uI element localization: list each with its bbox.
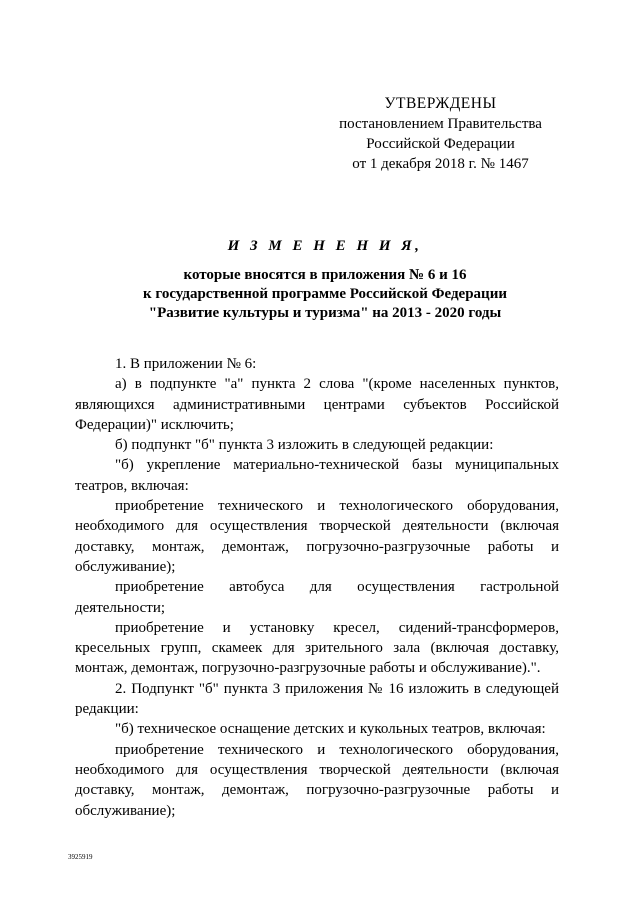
- approval-line-1: постановлением Правительства: [339, 116, 542, 132]
- paragraph-6: приобретение автобуса для осуществления гастрольной деятельности;: [75, 579, 559, 616]
- paragraph-9: "б) техническое оснащение детских и кукольных театров, включая:: [115, 721, 546, 738]
- paragraph-2: а) в подпункте "а" пункта 2 слова "(кроме населенных пунктов, являющихся административными центрами субъектов Российской Федерации)" исключить;: [75, 376, 559, 433]
- document-body: [75, 354, 559, 821]
- approval-stamp: [318, 94, 563, 174]
- paragraph-10: приобретение технического и технологического оборудования, необходимого для осуществления творческой деятельности (включая доставку, монтаж, демонтаж, погрузочно-разгрузочные работы и обслуживание);: [75, 741, 559, 819]
- document-title: И З М Е Н Е Н И Я,: [227, 238, 423, 254]
- paragraph-3: б) подпункт "б" пункта 3 изложить в следующей редакции:: [115, 437, 494, 454]
- paragraph-1: 1. В приложении № 6:: [115, 356, 257, 372]
- subtitle-line-2: к государственной программе Российской Федерации: [143, 286, 507, 302]
- paragraph-5: приобретение технического и технологического оборудования, необходимого для осуществления творческой деятельности (включая доставку, монтаж, демонтаж, погрузочно-разгрузочные работы и обслуживание);: [75, 498, 559, 575]
- subtitle-line-3: "Развитие культуры и туризма" на 2013 - 2020 годы: [148, 305, 502, 321]
- paragraph-8: 2. Подпункт "б" пункта 3 приложения № 16 изложить в следующей редакции:: [75, 680, 559, 718]
- approval-line-3: от 1 декабря 2018 г. № 1467: [352, 156, 529, 172]
- approval-line-2: Российской Федерации: [366, 136, 515, 152]
- document-number: 3925919: [68, 853, 93, 861]
- document-subtitle: [60, 266, 590, 323]
- paragraph-7: приобретение и установку кресел, сидений-трансформеров, кресельных групп, скамеек для зрительного зала (включая доставку, монтаж, демонтаж, погрузочно-разгрузочные работы и обслуживание).".: [75, 619, 559, 677]
- subtitle-line-1: которые вносятся в приложения № 6 и 16: [183, 267, 467, 283]
- approval-title: УТВЕРЖДЕНЫ: [384, 95, 497, 112]
- paragraph-4: "б) укрепление материально-технической базы муниципальных театров, включая:: [75, 457, 559, 494]
